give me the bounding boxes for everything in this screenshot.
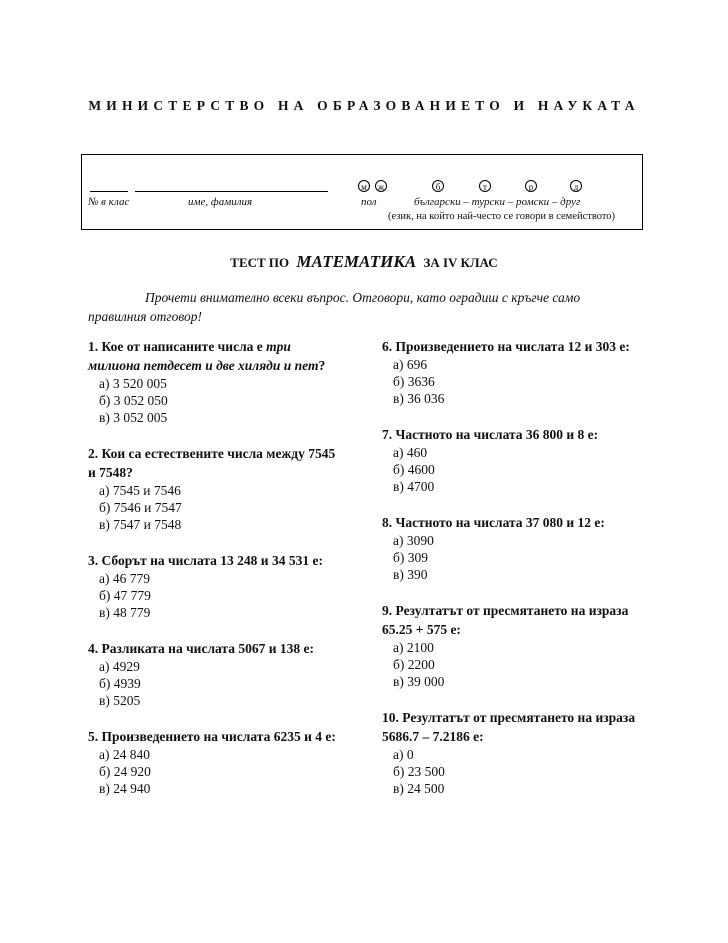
language-option-d[interactable]: д [570, 180, 582, 192]
question-text: 7. Частното на числата 36 800 и 8 е: [382, 427, 599, 442]
option-c[interactable]: в) 39 000 [393, 674, 445, 689]
question-text: 6. Произведението на числата 12 и 303 е: [382, 339, 630, 354]
question-text: 8. Частното на числата 37 080 и 12 е: [382, 515, 605, 530]
option-a[interactable]: а) 460 [393, 445, 428, 460]
question-7 [382, 425, 638, 495]
instructions-text: Прочети внимателно всеки въпрос. Отговори, като оградиш с кръгче само правилния отговор! [88, 290, 581, 324]
option-a[interactable]: а) 4929 [99, 659, 140, 674]
option-c[interactable]: в) 7547 и 7548 [99, 517, 182, 532]
option-c[interactable]: в) 36 036 [393, 391, 445, 406]
option-a[interactable]: а) 2100 [393, 640, 434, 655]
option-c[interactable]: в) 24 500 [393, 781, 445, 796]
option-c[interactable]: в) 4700 [393, 479, 435, 494]
question-text: 2. Кои са естествените числа между 7545 и 7548? [88, 446, 336, 480]
option-b[interactable]: б) 3 052 050 [99, 393, 168, 408]
question-text: 10. Резултатът от пресмятането на израза 5686.7 – 7.2186 е: [382, 710, 636, 744]
option-b[interactable]: б) 47 779 [99, 588, 151, 603]
question-2 [88, 444, 346, 533]
question-5 [88, 727, 346, 797]
language-option-t[interactable]: т [479, 180, 491, 192]
title-subject: МАТЕМАТИКА [296, 252, 417, 271]
test-title [0, 252, 728, 272]
option-a[interactable]: а) 46 779 [99, 571, 150, 586]
gender-option-zh[interactable]: ж [375, 180, 387, 192]
ministry-heading: МИНИСТЕРСТВО НА ОБРАЗОВАНИЕТО И НАУКАТА [88, 98, 640, 113]
question-8 [382, 513, 638, 583]
instructions [88, 288, 628, 326]
class-number-label: № в клас [88, 196, 130, 208]
option-a[interactable]: а) 696 [393, 357, 428, 372]
option-c[interactable]: в) 5205 [99, 693, 141, 708]
questions-column-left [88, 337, 346, 815]
option-c[interactable]: в) 390 [393, 567, 428, 582]
name-line[interactable] [135, 191, 328, 192]
title-suffix: ЗА IV КЛАС [423, 255, 498, 270]
question-text: 9. Резултатът от пресмятането на израза 65.25 + 575 е: [382, 603, 629, 637]
gender-label: пол [361, 196, 377, 208]
question-6 [382, 337, 638, 407]
option-a[interactable]: а) 3 520 005 [99, 376, 167, 391]
option-c[interactable]: в) 24 940 [99, 781, 151, 796]
option-b[interactable]: б) 23 500 [393, 764, 445, 779]
title-prefix: ТЕСТ ПО [230, 255, 290, 270]
option-b[interactable]: б) 2200 [393, 657, 435, 672]
option-b[interactable]: б) 4600 [393, 462, 435, 477]
option-a[interactable]: а) 7545 и 7546 [99, 483, 181, 498]
option-a[interactable]: а) 24 840 [99, 747, 150, 762]
option-b[interactable]: б) 3636 [393, 374, 435, 389]
option-b[interactable]: б) 4939 [99, 676, 141, 691]
question-text: 1. Кое от написаните числа е три милиона петдесет и две хиляди и пет? [88, 339, 326, 373]
option-c[interactable]: в) 48 779 [99, 605, 151, 620]
gender-option-m[interactable]: м [358, 180, 370, 192]
question-4 [88, 639, 346, 709]
language-option-r[interactable]: р [525, 180, 537, 192]
student-info-box [81, 154, 643, 230]
questions-column-right [382, 337, 638, 815]
option-b[interactable]: б) 7546 и 7547 [99, 500, 182, 515]
language-note: (език, на който най-често се говори в семейството) [388, 211, 616, 222]
option-a[interactable]: а) 0 [393, 747, 414, 762]
question-text: 3. Сборът на числата 13 248 и 34 531 е: [88, 553, 323, 568]
option-c[interactable]: в) 3 052 005 [99, 410, 168, 425]
question-text: 5. Произведението на числата 6235 и 4 е: [88, 729, 336, 744]
question-3 [88, 551, 346, 621]
language-label: български – турски – ромски – друг [414, 196, 581, 208]
question-9 [382, 601, 638, 690]
question-10 [382, 708, 638, 797]
question-text: 4. Разликата на числата 5067 и 138 е: [88, 641, 314, 656]
question-1 [88, 337, 346, 426]
option-a[interactable]: а) 3090 [393, 533, 434, 548]
language-option-b[interactable]: б [432, 180, 444, 192]
option-b[interactable]: б) 24 920 [99, 764, 151, 779]
option-b[interactable]: б) 309 [393, 550, 428, 565]
class-number-line[interactable] [90, 191, 128, 192]
name-label: име, фамилия [188, 196, 253, 208]
